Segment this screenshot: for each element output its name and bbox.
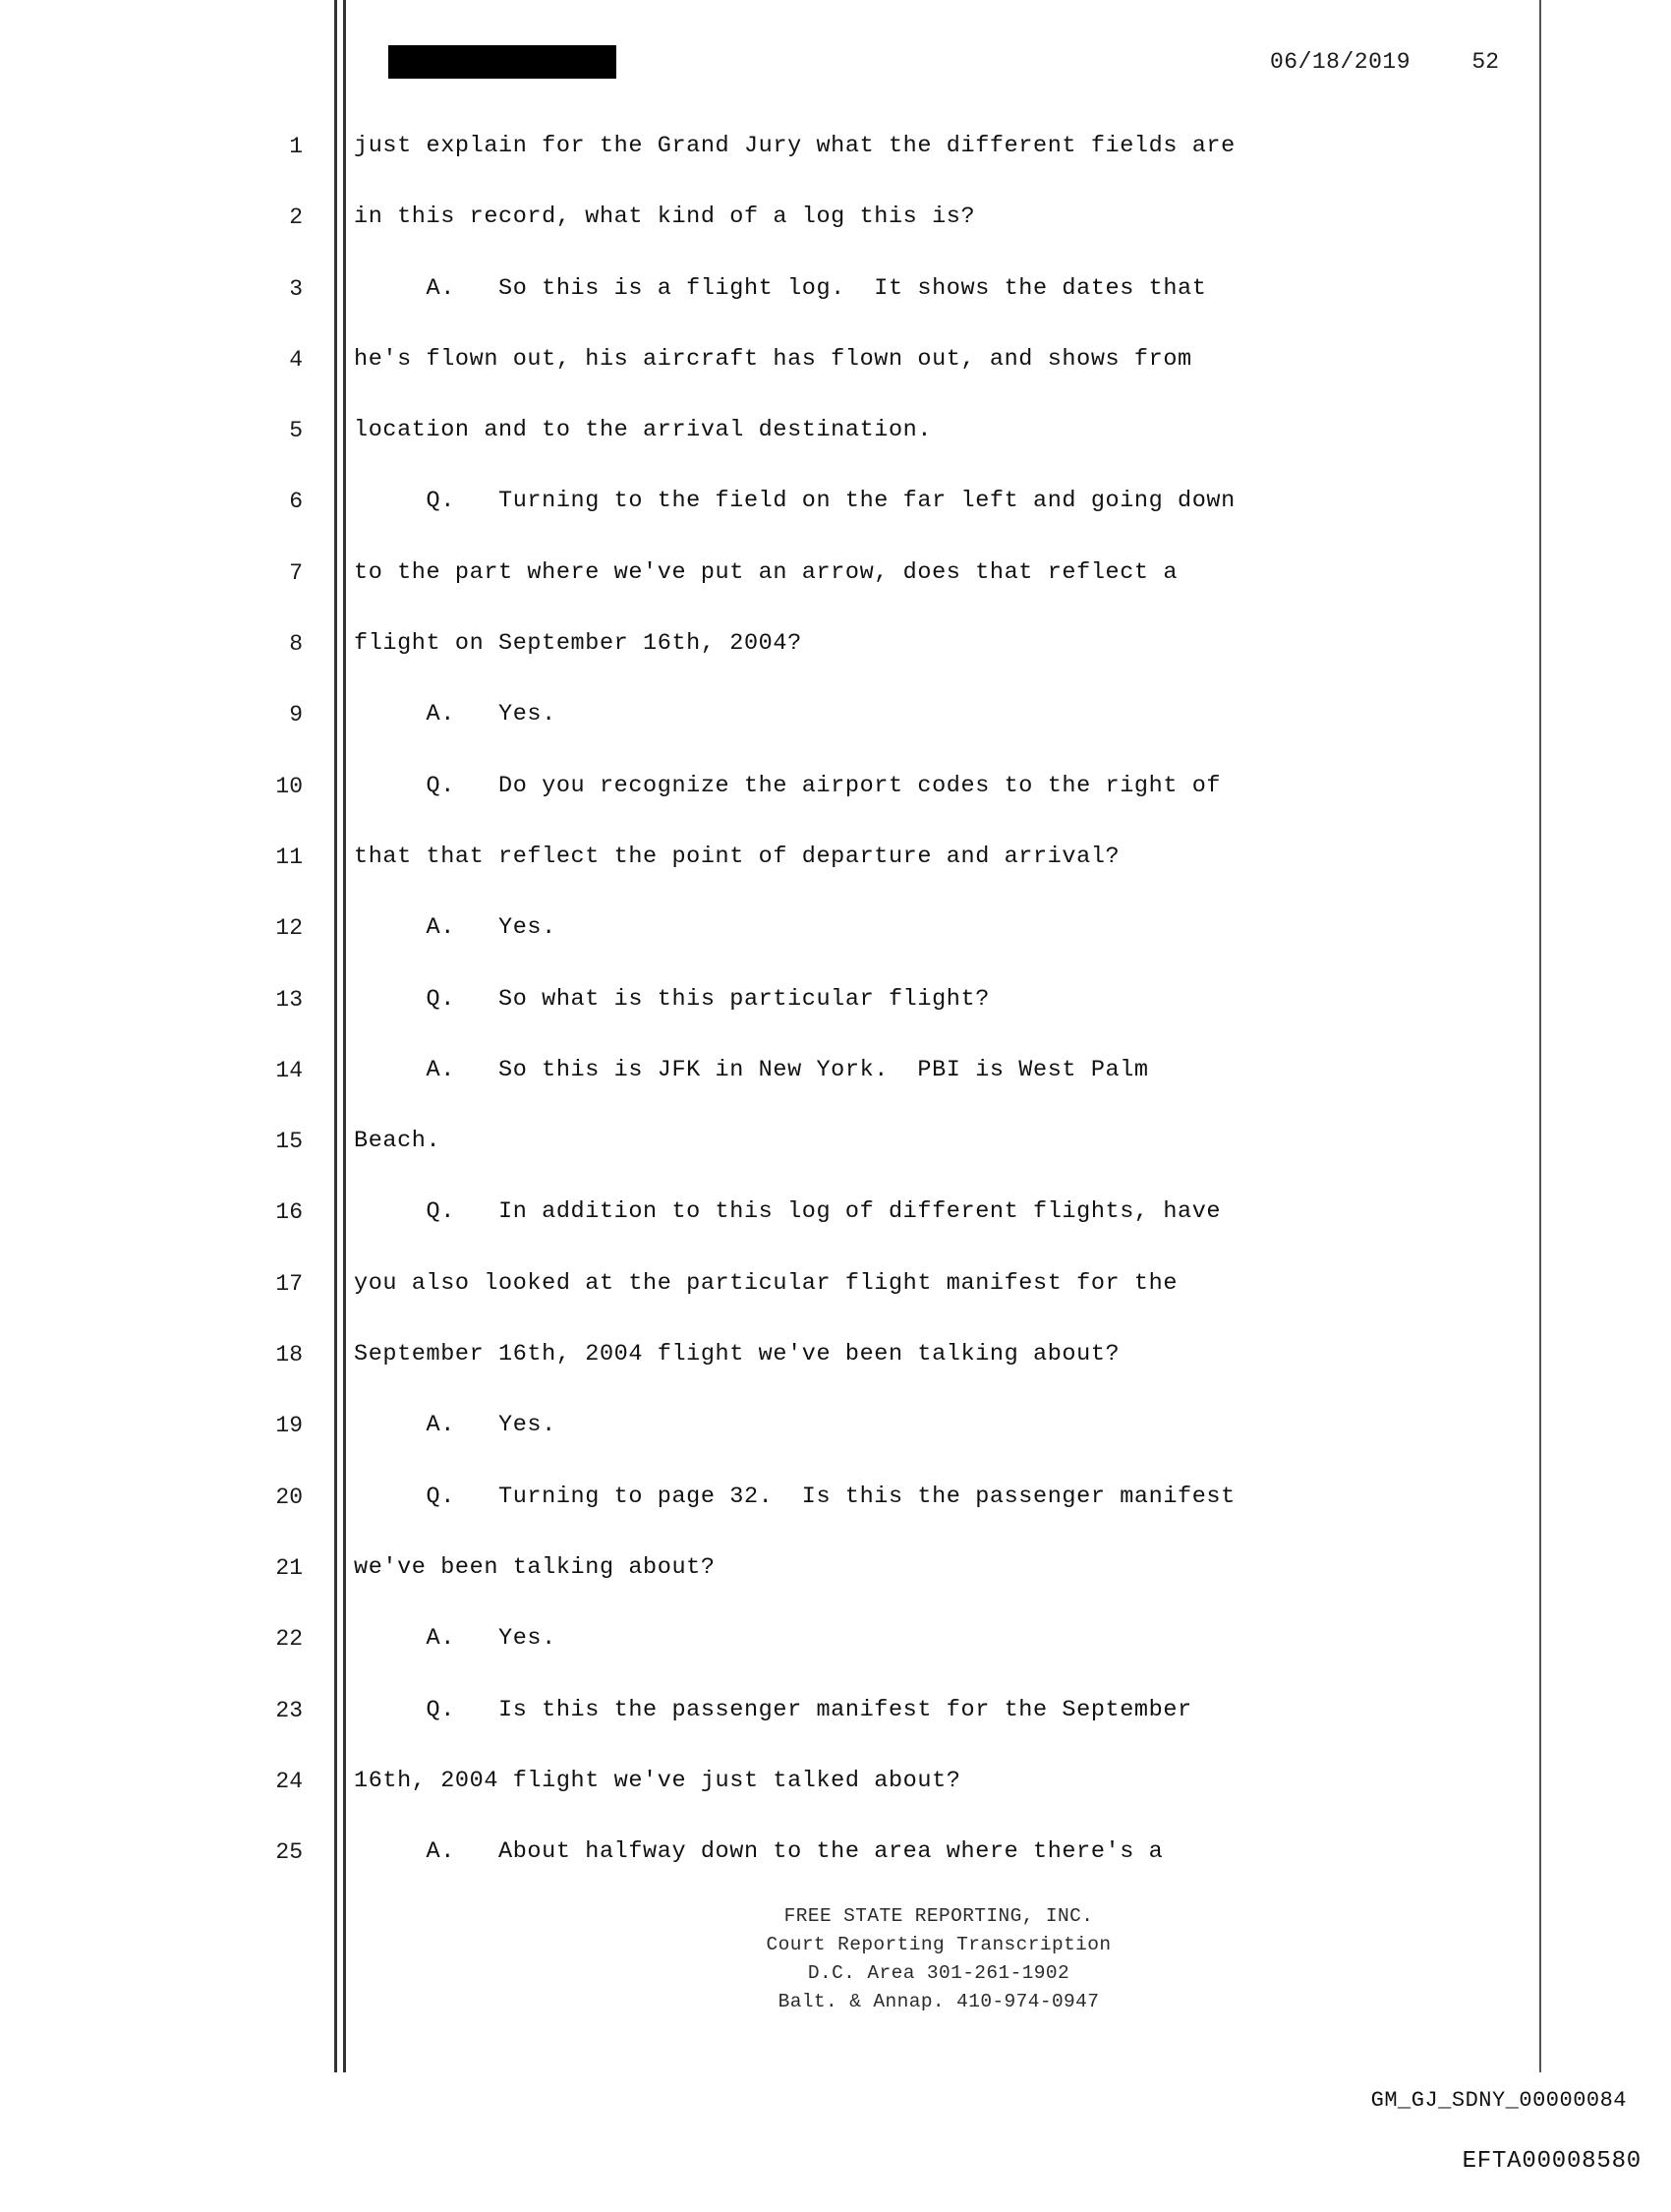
line-text: A. Yes. [354,914,556,942]
line-number: 16 [275,1199,303,1226]
line-number: 11 [275,844,303,870]
line-number: 7 [289,559,303,586]
line-number: 5 [289,418,303,444]
line-text: A. So this is a flight log. It shows the dates that [354,274,1207,302]
line-number: 8 [289,631,303,658]
transcript-line [0,1177,1671,1248]
transcript-line [0,609,1671,679]
line-text: Q. Turning to page 32. Is this the passenger manifest [354,1483,1236,1510]
transcript-line [0,964,1671,1035]
transcript-line [0,1817,1671,1888]
line-number: 21 [275,1554,303,1581]
transcript-line [0,1746,1671,1817]
line-number: 4 [289,346,303,373]
transcript-line [0,466,1671,537]
line-text: A. About halfway down to the area where there's a [354,1838,1164,1866]
bates-number-secondary: EFTA00008580 [1462,2148,1642,2175]
line-number: 12 [275,915,303,942]
line-text: that that reflect the point of departure and arrival? [354,843,1121,870]
footer-dc-phone: D.C. Area 301-261-1902 [807,1962,1070,1984]
line-text: you also looked at the particular flight manifest for the [354,1269,1179,1297]
transcript-line [0,1249,1671,1319]
transcript-line [0,182,1671,253]
line-number: 23 [275,1697,303,1723]
line-text: we've been talking about? [354,1553,716,1581]
line-text: 16th, 2004 flight we've just talked about? [354,1767,961,1794]
line-number: 10 [275,773,303,799]
transcript-line [0,1390,1671,1461]
line-number: 2 [289,204,303,231]
line-text: A. Yes. [354,1412,556,1439]
transcript-line [0,751,1671,822]
line-number: 20 [275,1484,303,1510]
bates-number-primary: GM_GJ_SDNY_00000084 [1370,2088,1627,2113]
footer-company: FREE STATE REPORTING, INC. [783,1905,1094,1927]
transcript-line [0,1462,1671,1533]
transcript-line [0,324,1671,395]
line-text: September 16th, 2004 flight we've been talking about? [354,1341,1121,1368]
transcript-line [0,111,1671,182]
line-number: 13 [275,986,303,1013]
transcript-body [0,111,1671,1888]
transcript-line [0,679,1671,750]
line-text: Beach. [354,1128,441,1155]
line-number: 3 [289,275,303,302]
line-number: 9 [289,702,303,728]
transcript-line [0,1035,1671,1106]
line-text: Q. Do you recognize the airport codes to the right of [354,772,1222,799]
line-text: he's flown out, his aircraft has flown out, and shows from [354,345,1192,373]
header-page-number: 52 [1471,49,1499,75]
line-text: to the part where we've put an arrow, does that reflect a [354,558,1179,586]
line-text: location and to the arrival destination. [354,417,933,444]
line-number: 1 [289,134,303,159]
line-number: 14 [275,1057,303,1083]
line-number: 24 [275,1768,303,1794]
line-number: 6 [289,489,303,515]
transcript-line [0,1533,1671,1603]
header-date: 06/18/2019 [1269,49,1411,75]
footer-balt-phone: Balt. & Annap. 410-974-0947 [778,1991,1100,2012]
line-text: A. Yes. [354,1625,556,1653]
reporter-footer [334,1902,1543,2016]
transcript-line [0,254,1671,324]
line-number: 25 [275,1839,303,1866]
line-number: 17 [275,1270,303,1297]
line-text: Q. So what is this particular flight? [354,985,990,1013]
line-text: flight on September 16th, 2004? [354,630,802,658]
line-text: in this record, what kind of a log this is? [354,204,976,231]
transcript-line [0,538,1671,609]
transcript-line [0,1106,1671,1177]
transcript-line [0,1319,1671,1390]
line-text: A. Yes. [354,701,556,728]
line-text: Q. Turning to the field on the far left and going down [354,488,1236,515]
line-number: 19 [275,1413,303,1439]
transcript-line [0,1675,1671,1746]
transcript-line [0,822,1671,893]
line-text: just explain for the Grand Jury what the different fields are [354,133,1236,159]
transcript-line [0,1603,1671,1674]
redaction-bar-icon [388,45,616,79]
line-text: A. So this is JFK in New York. PBI is West Palm [354,1056,1149,1083]
footer-services: Court Reporting Transcription [766,1934,1112,1955]
line-text: Q. Is this the passenger manifest for the September [354,1696,1192,1723]
line-number: 15 [275,1129,303,1155]
transcript-line [0,893,1671,963]
transcript-line [0,395,1671,466]
page-header [388,37,1528,77]
line-text: Q. In addition to this log of different flights, have [354,1198,1222,1226]
line-number: 18 [275,1342,303,1368]
line-number: 22 [275,1626,303,1653]
